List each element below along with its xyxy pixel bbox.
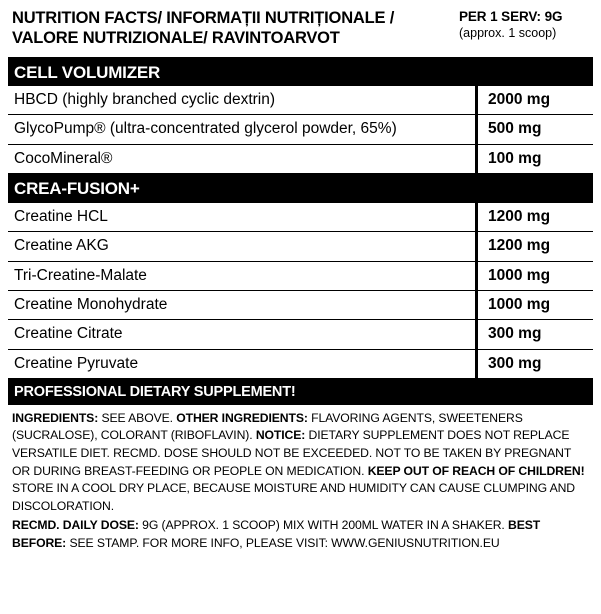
ingredient-amount: 1200 mg — [475, 232, 593, 260]
ingredient-name: GlycoPump® (ultra-concentrated glycerol powder, 65%) — [14, 120, 397, 138]
ingredient-name: Tri-Creatine-Malate — [14, 266, 147, 284]
notice-text: DIETARY SUPPLEMENT DOES NOT REPLACE VERSATILE DIET. RECMD. DOSE SHOULD NOT BE EXCEEDED. NOT TO BE TAKEN BY PREGNANT OR DURING BREAST-FEEDING OR PEOPLE ON MEDICATION. — [12, 428, 571, 478]
page-title — [12, 8, 394, 49]
storage-text: STORE IN A COOL DRY PLACE, BECAUSE MOISTURE AND HUMIDITY CAN CAUSE CLUMPING AND DISCOLORATION. — [12, 481, 576, 514]
table-row — [8, 291, 593, 320]
ingredient-name: Creatine Citrate — [14, 325, 123, 343]
ingredient-amount: 2000 mg — [475, 86, 593, 114]
table-row — [8, 115, 593, 144]
footer-text — [8, 405, 593, 554]
table-row — [8, 232, 593, 261]
section-rows-cell-volumizer — [8, 86, 593, 176]
panel-header — [8, 6, 593, 57]
page-title-line-2: VALORE NUTRIZIONALE/ RAVINTOARVOT — [12, 29, 340, 48]
supplement-banner: PROFESSIONAL DIETARY SUPPLEMENT! — [8, 381, 593, 405]
ingredient-amount: 100 mg — [475, 145, 593, 173]
daily-dose-label: RECMD. DAILY DOSE: — [12, 517, 139, 532]
ingredient-name: Creatine AKG — [14, 237, 109, 255]
ingredients-text: SEE ABOVE. — [98, 410, 177, 425]
table-row — [8, 320, 593, 349]
ingredient-amount: 300 mg — [475, 320, 593, 348]
other-ingredients-label: OTHER INGREDIENTS: — [176, 410, 308, 425]
section-header-crea-fusion: CREA-FUSION+ — [8, 176, 593, 203]
ingredient-name: HBCD (highly branched cyclic dextrin) — [14, 91, 276, 109]
section-rows-crea-fusion — [8, 203, 593, 381]
warning-label: KEEP OUT OF REACH OF CHILDREN! — [367, 463, 585, 478]
ingredient-amount: 1200 mg — [475, 203, 593, 231]
daily-dose-text: 9G (APPROX. 1 SCOOP) MIX WITH 200ML WATER IN A SHAKER. — [138, 517, 509, 532]
section-header-cell-volumizer: CELL VOLUMIZER — [8, 60, 593, 87]
table-row — [8, 203, 593, 232]
dosage-paragraph — [12, 517, 589, 552]
ingredients-label: INGREDIENTS: — [12, 410, 99, 425]
ingredient-name: Creatine HCL — [14, 207, 108, 225]
ingredient-amount: 300 mg — [475, 350, 593, 378]
notice-label: NOTICE: — [255, 428, 306, 443]
table-row — [8, 350, 593, 378]
other-ingredients-text: FLAVORING AGENTS, SWEETENERS (SUCRALOSE), COLORANT (RIBOFLAVIN). — [12, 410, 523, 443]
table-row — [8, 145, 593, 173]
table-row — [8, 262, 593, 291]
ingredient-amount: 1000 mg — [475, 291, 593, 319]
table-row — [8, 86, 593, 115]
serving-info — [459, 8, 591, 41]
ingredient-name: Creatine Monohydrate — [14, 295, 168, 313]
page-title-line-1: NUTRITION FACTS/ INFORMAȚII NUTRIȚIONALE / — [12, 9, 395, 27]
ingredients-paragraph — [12, 410, 589, 516]
ingredient-amount: 1000 mg — [475, 262, 593, 290]
best-before-text: SEE STAMP. FOR MORE INFO, PLEASE VISIT: WWW.GENIUSNUTRITION.EU — [66, 535, 500, 550]
ingredient-name: Creatine Pyruvate — [14, 354, 139, 372]
ingredient-name: CocoMineral® — [14, 149, 113, 167]
serving-scoop-note: (approx. 1 scoop) — [459, 25, 557, 40]
serving-size: PER 1 SERV: 9G — [459, 9, 563, 24]
ingredient-amount: 500 mg — [475, 115, 593, 143]
best-before-label: BEST BEFORE: — [12, 517, 541, 550]
